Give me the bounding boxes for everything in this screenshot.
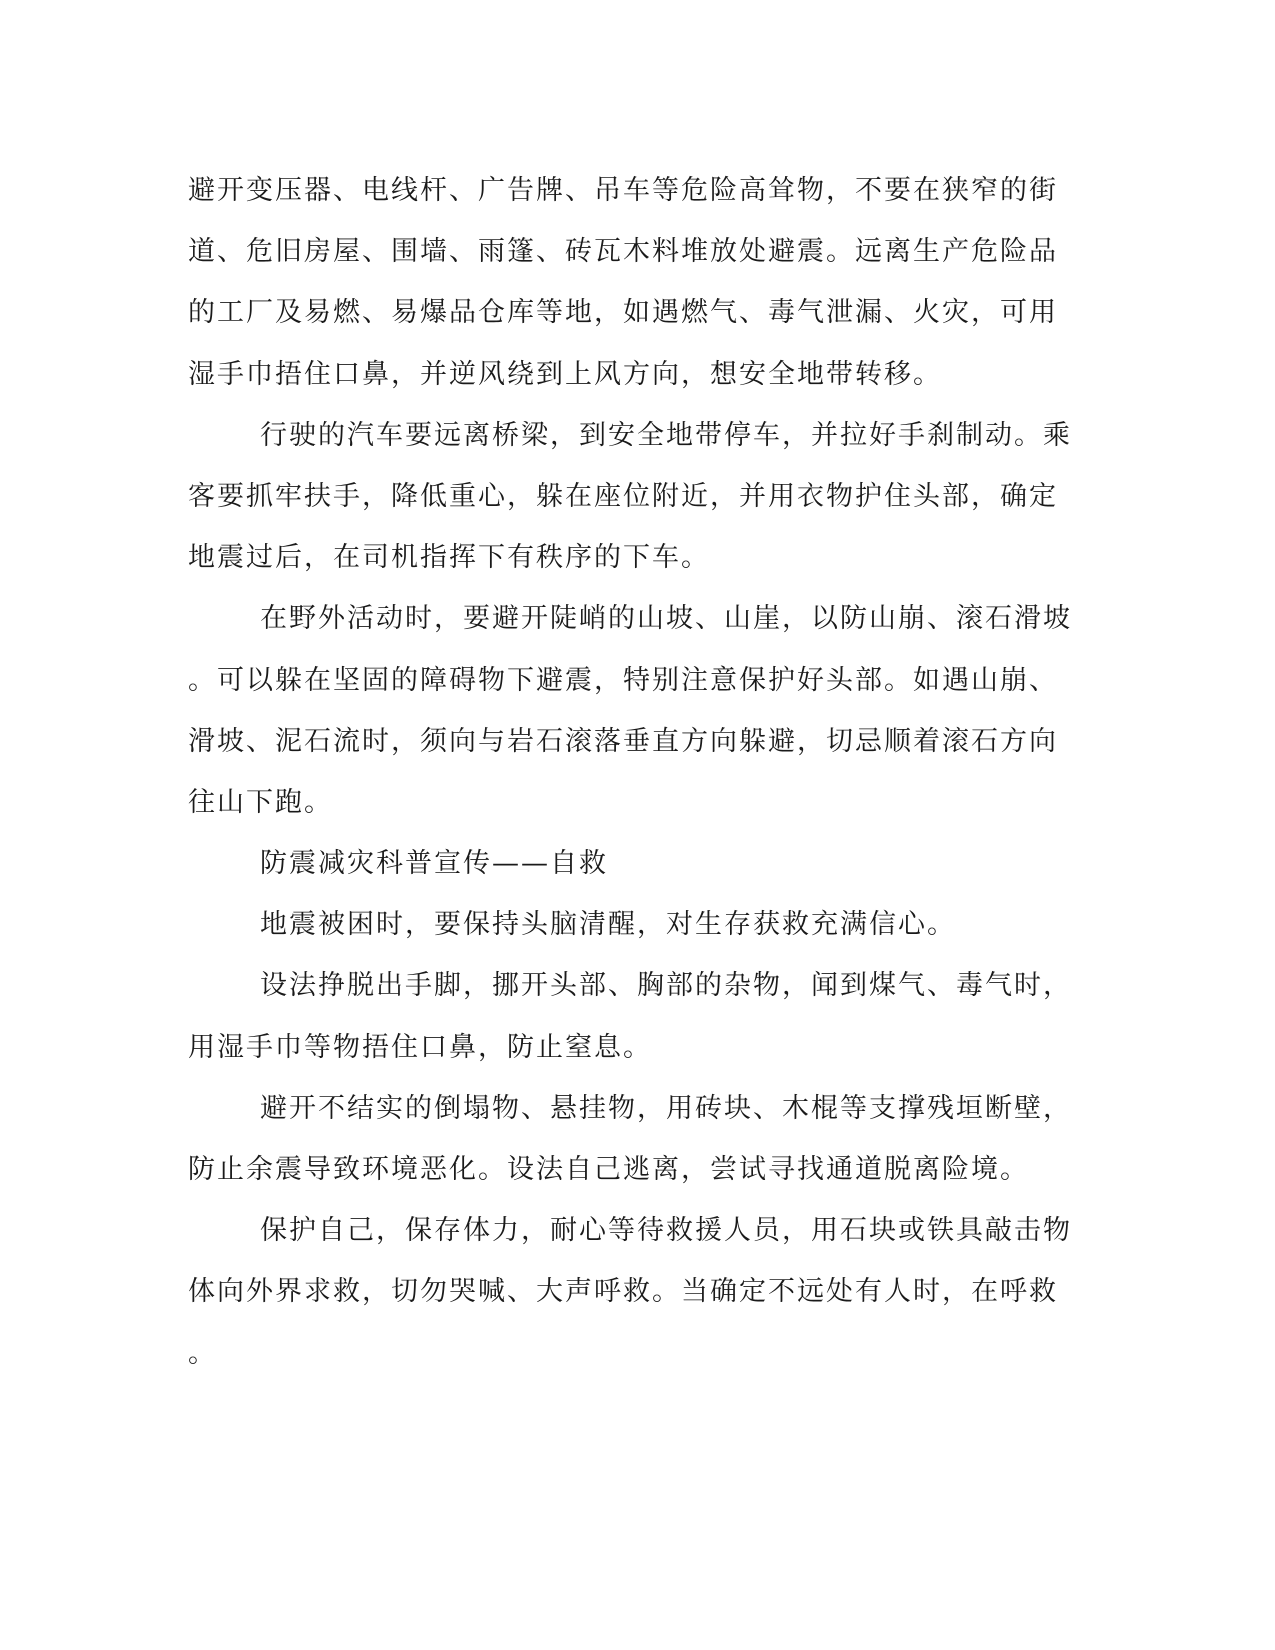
text-line: 体向外界求救，切勿哭喊、大声呼救。当确定不远处有人时，在呼救 bbox=[188, 1276, 1058, 1308]
text-line: 用湿手巾等物捂住口鼻，防止窒息。 bbox=[188, 1031, 652, 1063]
text-line: 的工厂及易燃、易爆品仓库等地，如遇燃气、毒气泄漏、火灾，可用 bbox=[188, 297, 1058, 329]
text-line: 往山下跑。 bbox=[188, 786, 333, 818]
text-line: 保护自己，保存体力，耐心等待救援人员，用石块或铁具敲击物 bbox=[260, 1215, 1072, 1247]
text-line: 地震被困时，要保持头脑清醒，对生存获救充满信心。 bbox=[260, 909, 956, 941]
text-line: 。 bbox=[188, 1337, 217, 1369]
text-line: 在野外活动时，要避开陡峭的山坡、山崖，以防山崩、滚石滑坡 bbox=[260, 603, 1072, 635]
text-line: 防止余震导致环境恶化。设法自己逃离，尝试寻找通道脱离险境。 bbox=[188, 1154, 1029, 1185]
text-line: 湿手巾捂住口鼻，并逆风绕到上风方向，想安全地带转移。 bbox=[188, 358, 942, 390]
text-line: 。可以躲在坚固的障碍物下避震，特别注意保护好头部。如遇山崩、 bbox=[188, 664, 1058, 696]
document-body bbox=[188, 160, 1088, 1384]
text-line: 地震过后，在司机指挥下有秩序的下车。 bbox=[188, 542, 710, 574]
text-line: 避开不结实的倒塌物、悬挂物，用砖块、木棍等支撑残垣断壁， bbox=[260, 1092, 1072, 1124]
text-line: 滑坡、泥石流时，须向与岩石滚落垂直方向躲避，切忌顺着滚石方向 bbox=[188, 725, 1058, 757]
text-line: 行驶的汽车要远离桥梁，到安全地带停车，并拉好手刹制动。乘 bbox=[260, 419, 1072, 451]
section-heading: 防震减灾科普宣传——自救 bbox=[260, 848, 608, 880]
text-line: 避开变压器、电线杆、广告牌、吊车等危险高耸物，不要在狭窄的街 bbox=[188, 175, 1058, 206]
text-line: 道、危旧房屋、围墙、雨篷、砖瓦木料堆放处避震。远离生产危险品 bbox=[188, 236, 1058, 268]
text-line: 客要抓牢扶手，降低重心，躲在座位附近，并用衣物护住头部，确定 bbox=[188, 480, 1058, 512]
text-line: 设法挣脱出手脚，挪开头部、胸部的杂物，闻到煤气、毒气时， bbox=[260, 970, 1072, 1002]
